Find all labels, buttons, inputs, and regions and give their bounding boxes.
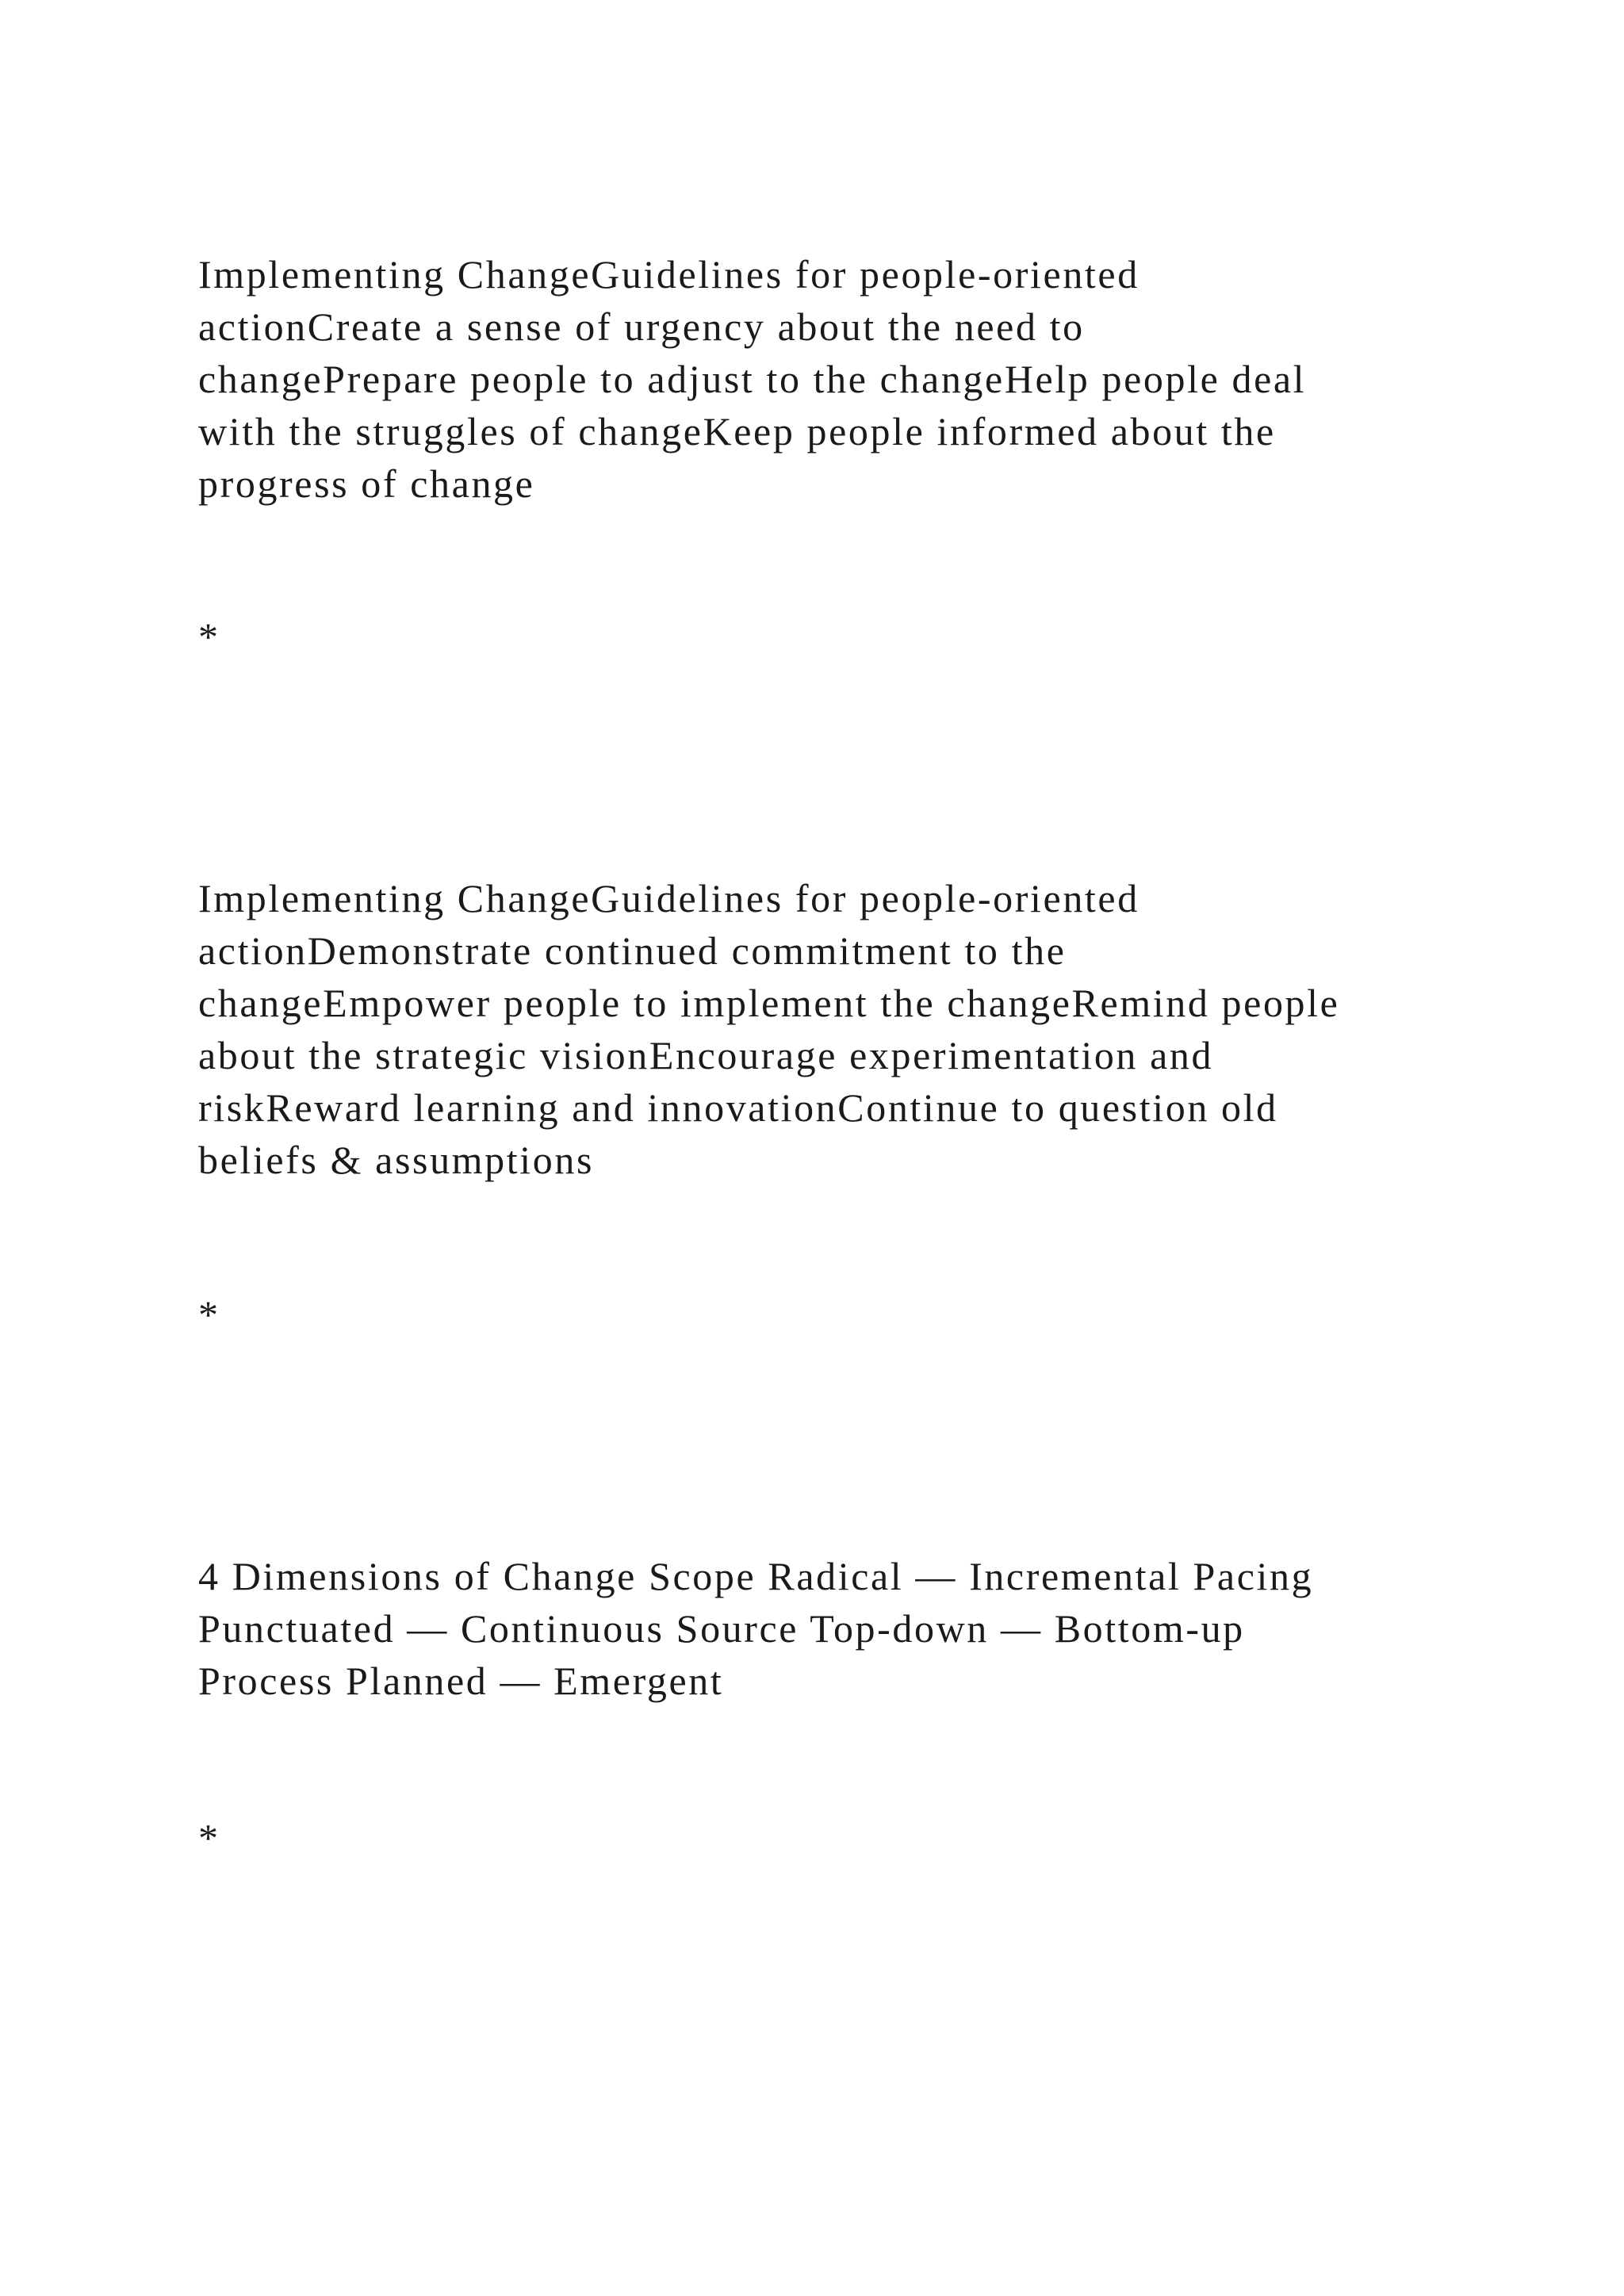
slide-separator-asterisk: * xyxy=(198,614,218,659)
text-line: beliefs & assumptions xyxy=(198,1138,595,1182)
text-line: Punctuated — Continuous Source Top-down — Bottom-up xyxy=(198,1606,1245,1651)
text-line: actionDemonstrate continued commitment to the xyxy=(198,928,1067,973)
text-line: Implementing ChangeGuidelines for people-oriented xyxy=(198,252,1139,297)
text-line: actionCreate a sense of urgency about the need to xyxy=(198,304,1085,349)
paragraph-guidelines-part-2 xyxy=(198,872,1435,1186)
slide-separator-asterisk: * xyxy=(198,1816,218,1860)
text-line: riskReward learning and innovationContinue to question old xyxy=(198,1085,1278,1130)
paragraph-guidelines-part-1 xyxy=(198,248,1435,510)
text-line: changeEmpower people to implement the changeRemind people xyxy=(198,981,1340,1025)
text-line: Implementing ChangeGuidelines for people-oriented xyxy=(198,876,1139,920)
text-line: with the struggles of changeKeep people informed about the xyxy=(198,409,1276,453)
text-line: about the strategic visionEncourage experimentation and xyxy=(198,1033,1214,1077)
slide-separator-asterisk: * xyxy=(198,1292,218,1337)
text-line: changePrepare people to adjust to the changeHelp people deal xyxy=(198,357,1307,401)
text-line: Process Planned — Emergent xyxy=(198,1659,724,1703)
text-line: progress of change xyxy=(198,461,535,506)
text-line: 4 Dimensions of Change Scope Radical — Incremental Pacing xyxy=(198,1554,1314,1598)
paragraph-dimensions-of-change xyxy=(198,1550,1435,1707)
